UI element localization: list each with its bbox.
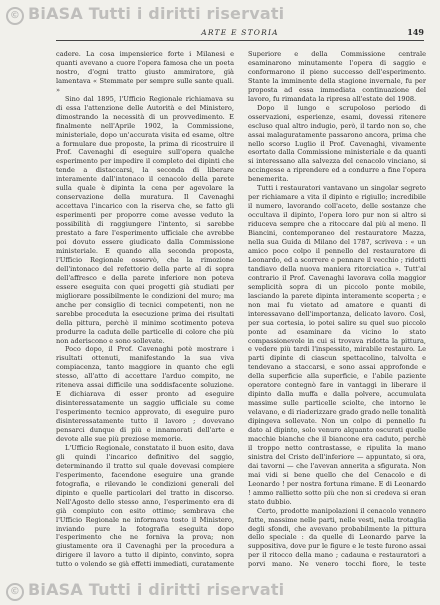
page-header [56, 28, 424, 41]
paragraph: cadere. La cosa impensierice forte i Milanesi e quanti avevano a cuore l'opera famosa che un poeta nostro, d'ogni tratto giusto ammiratore, già lamentava « Stemmate per sempre sulle sante quali. » [56, 50, 234, 94]
running-title: ARTE E STORIA [201, 28, 279, 37]
left-column [56, 50, 234, 570]
paragraph: Certo, prodotte manipolazioni il cenacolo vennero fatte, massime nelle parti, nelle vesti, nella trotaglia degli sfondi, che avevano probabilmente la pittura dello speciale : da quelle di Leonardo parve la suppositiva, dove pur le figure e le teste furono assai per il ritocco della mano ; cadauna e restauratori a porvi mano. Ne venero tocchi fiore, le teste [248, 506, 426, 569]
copyright-icon: © [6, 583, 24, 601]
watermark-top [6, 4, 284, 25]
page-number: 149 [407, 27, 424, 37]
paragraph: Tutti i restauratori vantavano un singolar segreto per richiamare a vita il dipinto e rigiullo; incredibile il numero, lavorando coll'aceto, delle sostanze che occultava il dipinto, l'opera loro pur non si altro si riduceva sempre che a ritoccare dal più al meno. Il Biancini, contemporaneo del restauratore Mazza, nella sua Guida di Milano del 1787, scriveva : « un amico poco colpo il pennello del restauratore di Leonardo, ed a scorrere e pennare il vecchio ; ridotti tandiavo della nuova maniera ritorciatica ». Tutt'al contrario il Prof. Cavenaghi lavorava colla maggior semplicità sopra di un piccolo ponte mobile, lasciando la parete dipinta interamente scoperta ; e non mai fu vietato ad amatore e quanti di interessavano dell'importanza, delicato lavoro. Così, per sua cortesia, io potei salire su quel suo piccolo ponte ad esaminare da vicino lo stato compassionevole in cui si trovava ridotta la pittura, e vedere più tardi l'inspessito, mirabile restauro. Le parti dipinte di ciascun spettacolino, talvolta e tendevano a staccarsi, e sono assai approfonde e della superficie alla superficie, e l'abile paziente operatore contegnò fare in vantaggi in liberare il dipinto dalla muffa e dalla polvere, accumulata massime sulle particelle sciolte, che intorno le velavano, e di riaderizzare grado grado nelle tonalità dipingeva sollevate. Non un colpo di pennello fu dato al dipinto, solo venuro alquanto oscurati quelle macchie bianche che il biancone era caduto, perchè il troppo netto contrastasse, e ripulita la mano sinistra del Cristo dell'inferiore — appuntato, si ora, dai tavorni — che l'avevan annerita a sfigurata. Non mai vidi si bene quello che del Cenacolo e di Leonardo ! per nostra fortuna rimane. E di Leonardo ! ammo rallietto sotto più che non si credeva si eran stato dubbio. [248, 184, 426, 506]
paragraph: Dopo il lungo e scrupoloso periodo di osservazioni, esperienze, esami, dovessi ritenere escluso qual altro indugio, però, il tardo non so, che assai malaguratamente passarono ancora, prima che nello scorso Luglio il Prof. Cavenaghi, vivamente esortato dalla Commissione ministeriale e da quanti si interessano alla salvezza del cenacolo vinciano, si accingesse a riprendere ed a condurre a fine l'opera benemerita. [248, 103, 426, 184]
right-column [248, 50, 426, 570]
text-columns [56, 50, 426, 570]
watermark-top-text: BiASA Tutti i diritti riservati [28, 4, 285, 23]
watermark-bottom [6, 580, 284, 601]
copyright-icon: © [6, 7, 24, 25]
paragraph: Sino dal 1895, l'Ufficio Regionale richiamava su di essa l'attenzione delle Autorità e del Ministero, dimostrando la necessità di un provvedimento. E finalmente nell'Aprile 1902, la Commissione, ministeriale, dopo un'accurata visita ed esame, oltre a formulare due proposte, la prima di ricostruire il Prof. Cavenaghi di eseguire sull'opera qualche esperimento per impedire il completo dei dipinti che tende a distaccarsi, la seconda di liberare interamente dall'intonaco il cenacolo della parete sulla quale è dipinta la cena per agevolare la conservazione della muratura. Il Cavenaghi accettava l'incarico con la riserva che, se fatto gli esperimenti per proporre come avesse veduto la possibilità di raggiungere l'intento, si sarebbe prestato a fare l'esperimento ufficiale che avrebbe poi dovuto essere giudicato dalla Commissione ministeriale. E quando alla seconda proposta, l'Ufficio Regionale osservò, che la rimozione dell'intonaco del refettorio della parte al di sopra dell'affresco e della parete inferiore non poteva essere eseguita con quei progetti già studiati per migliorare possibilmente le condizioni del muro; ma anche per consiglio di tecnici competenti, non ne sarebbe proceduta la esecuzione prima dei risultati della pittura, perchè il minimo scotimento poteva produrre la caduta delle particelle di colore che più non aderiscono e sono sollevate. [56, 94, 234, 345]
paragraph: Poco dopo, il Prof. Cavenaghi potè mostrare i risultati ottenuti, manifestando la sua viva compiacenza, tanto maggiore in quanto che egli stesso, all'atto di accettare l'arduo compito, ne riteneva assai difficile una soddisfacente soluzione. E dichiarava di esser pronto ad eseguire disinteressatamente un saggio ufficiale su come l'esperimento tecnico approvato, di eseguire puro disinteressatamente tutto il lavoro ; dovevano pensarci dunque di più e innamorati dell'arte e devote alle sue più preziose memorie. [56, 345, 234, 443]
paragraph: L'Ufficio Regionale, constatato il buon esito, dava gli quindi l'incarico definitivo del saggio, determinando il tratto sul quale dovevasi compiere l'esperimento, facendone eseguire una grande fotografia, e rilevando le condizioni generali del dipinto e quelle particolari del tratto in discorso. Nell'Agosto dello stesso anno, l'esperimento era di già compiuto con esito ottimo; sembrava che l'Ufficio Regionale ne informava tosto il Ministero, inviando pure la fotografia eseguita dopo l'esperimento che ne forniva la prova; non giustamente ora il Cavenaghi per la procedura a dirigere il lavoro a tutto il dipinto, convinto, sopra tutto o volendo se già effetti immediati, curatamente [56, 443, 234, 569]
watermark-bottom-text: BiASA Tutti i diritti riservati [28, 580, 285, 599]
paragraph: Superiore e della Commissione centrale esaminarono minutamente l'opera di saggio e conformarono il pieno successo dell'esperimento. Stante la imminente della stagione invernale, fu per proposta ad essa immediata continuazione del lavoro, fu rimandata la ripresa all'estate del 1908. [248, 50, 426, 103]
